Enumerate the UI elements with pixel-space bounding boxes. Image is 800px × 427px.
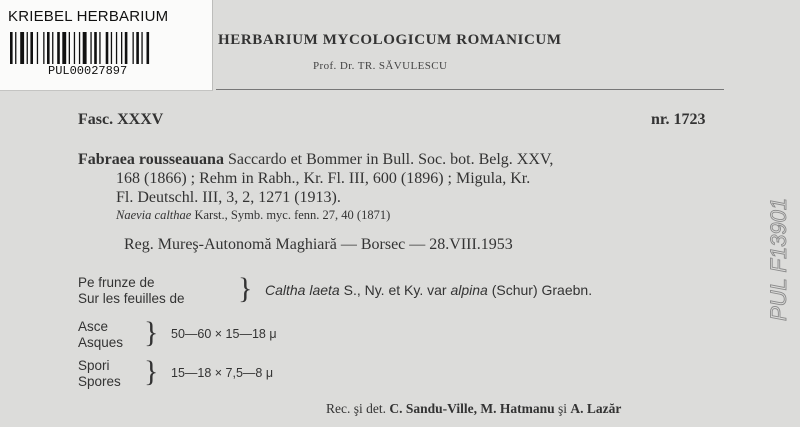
barcode-bar bbox=[47, 32, 50, 64]
barcode-bar bbox=[10, 32, 13, 64]
barcode-bar bbox=[125, 32, 128, 64]
species-line-3: Fl. Deutschl. III, 3, 2, 1271 (1913). bbox=[116, 189, 341, 206]
asci-measurement: 50—60 × 15—18 μ bbox=[171, 327, 277, 341]
spores-brace: } bbox=[144, 355, 159, 388]
handwritten-text: PUL F13901 bbox=[766, 197, 791, 321]
barcode-bar bbox=[15, 32, 16, 64]
barcode-bar bbox=[62, 32, 66, 64]
fascicle-number: Fasc. XXXV bbox=[78, 111, 164, 128]
asci-label-ro: Asce bbox=[78, 319, 109, 334]
spores-label-ro: Spori bbox=[78, 358, 110, 373]
synonym-name: Naevia calthae bbox=[116, 208, 192, 222]
collectors-line bbox=[326, 401, 621, 417]
barcode-bar bbox=[37, 32, 38, 64]
barcode-bar bbox=[57, 32, 60, 64]
handwritten-accession bbox=[760, 175, 800, 325]
barcode-bar bbox=[27, 32, 28, 64]
header-divider bbox=[216, 89, 724, 90]
collectors-last: A. Lazăr bbox=[570, 401, 622, 416]
barcode-bar bbox=[147, 32, 150, 64]
species-line-1 bbox=[78, 151, 553, 169]
locality: Reg. Mureş-Autonomă Maghiară — Borsec — 28.VIII.1953 bbox=[124, 236, 513, 253]
barcode-bar bbox=[69, 32, 70, 64]
collectors-conjunction: şi bbox=[554, 401, 571, 416]
synonym-reference: Karst., Symb. myc. fenn. 27, 40 (1871) bbox=[191, 208, 391, 222]
herbarium-name: KRIEBEL HERBARIUM bbox=[8, 8, 169, 25]
host-variety-authority: (Schur) Graebn. bbox=[487, 282, 593, 298]
barcode-label bbox=[0, 0, 213, 91]
barcode-bar bbox=[121, 32, 122, 64]
asci-brace: } bbox=[144, 316, 159, 349]
collectors-names: C. Sandu-Ville, M. Hatmanu bbox=[389, 401, 555, 416]
spores-label-fr: Spores bbox=[78, 374, 121, 389]
species-line-2: 168 (1866) ; Rehm in Rabh., Kr. Fl. III, 600 (1896) ; Migula, Kr. bbox=[116, 170, 531, 187]
barcode-image bbox=[10, 32, 160, 64]
asci-label-fr: Asques bbox=[78, 335, 124, 350]
barcode-bar bbox=[94, 32, 97, 64]
collectors-prefix: Rec. şi det. bbox=[326, 401, 390, 416]
barcode-bar bbox=[116, 32, 117, 64]
barcode-bar bbox=[43, 32, 44, 64]
barcode-bar bbox=[90, 32, 91, 64]
species-name: Fabraea rousseauana bbox=[78, 151, 224, 168]
host-label-ro: Pe frunze de bbox=[78, 275, 155, 290]
barcode-bar bbox=[83, 32, 87, 64]
host-brace: } bbox=[238, 272, 253, 305]
host-variety: alpina bbox=[450, 282, 488, 298]
barcode-number: PUL00027897 bbox=[48, 64, 128, 78]
barcode-bar bbox=[141, 32, 142, 64]
director-name: Prof. Dr. TR. SĂVULESCU bbox=[313, 60, 448, 72]
host-species-name: Caltha laeta bbox=[265, 282, 340, 298]
species-authority: Saccardo et Bommer in Bull. Soc. bot. Belg. XXV, bbox=[223, 151, 554, 168]
barcode-bar bbox=[20, 32, 24, 64]
barcode-bar bbox=[111, 32, 112, 64]
barcode-bar bbox=[30, 32, 33, 64]
spores-measurement: 15—18 × 7,5—8 μ bbox=[171, 366, 274, 380]
barcode-bar bbox=[79, 32, 80, 64]
specimen-number: nr. 1723 bbox=[651, 111, 706, 128]
synonym-line bbox=[116, 208, 390, 223]
host-species-authority: S., Ny. et Ky. var bbox=[339, 282, 451, 298]
barcode-bar bbox=[136, 32, 139, 64]
host-label-fr: Sur les feuilles de bbox=[78, 291, 185, 306]
host-species bbox=[265, 282, 592, 298]
institution-title: HERBARIUM MYCOLOGICUM ROMANICUM bbox=[218, 32, 562, 48]
barcode-bar bbox=[133, 32, 134, 64]
barcode-bar bbox=[99, 32, 100, 64]
barcode-bar bbox=[106, 32, 109, 64]
barcode-bar bbox=[52, 32, 53, 64]
barcode-bar bbox=[74, 32, 75, 64]
